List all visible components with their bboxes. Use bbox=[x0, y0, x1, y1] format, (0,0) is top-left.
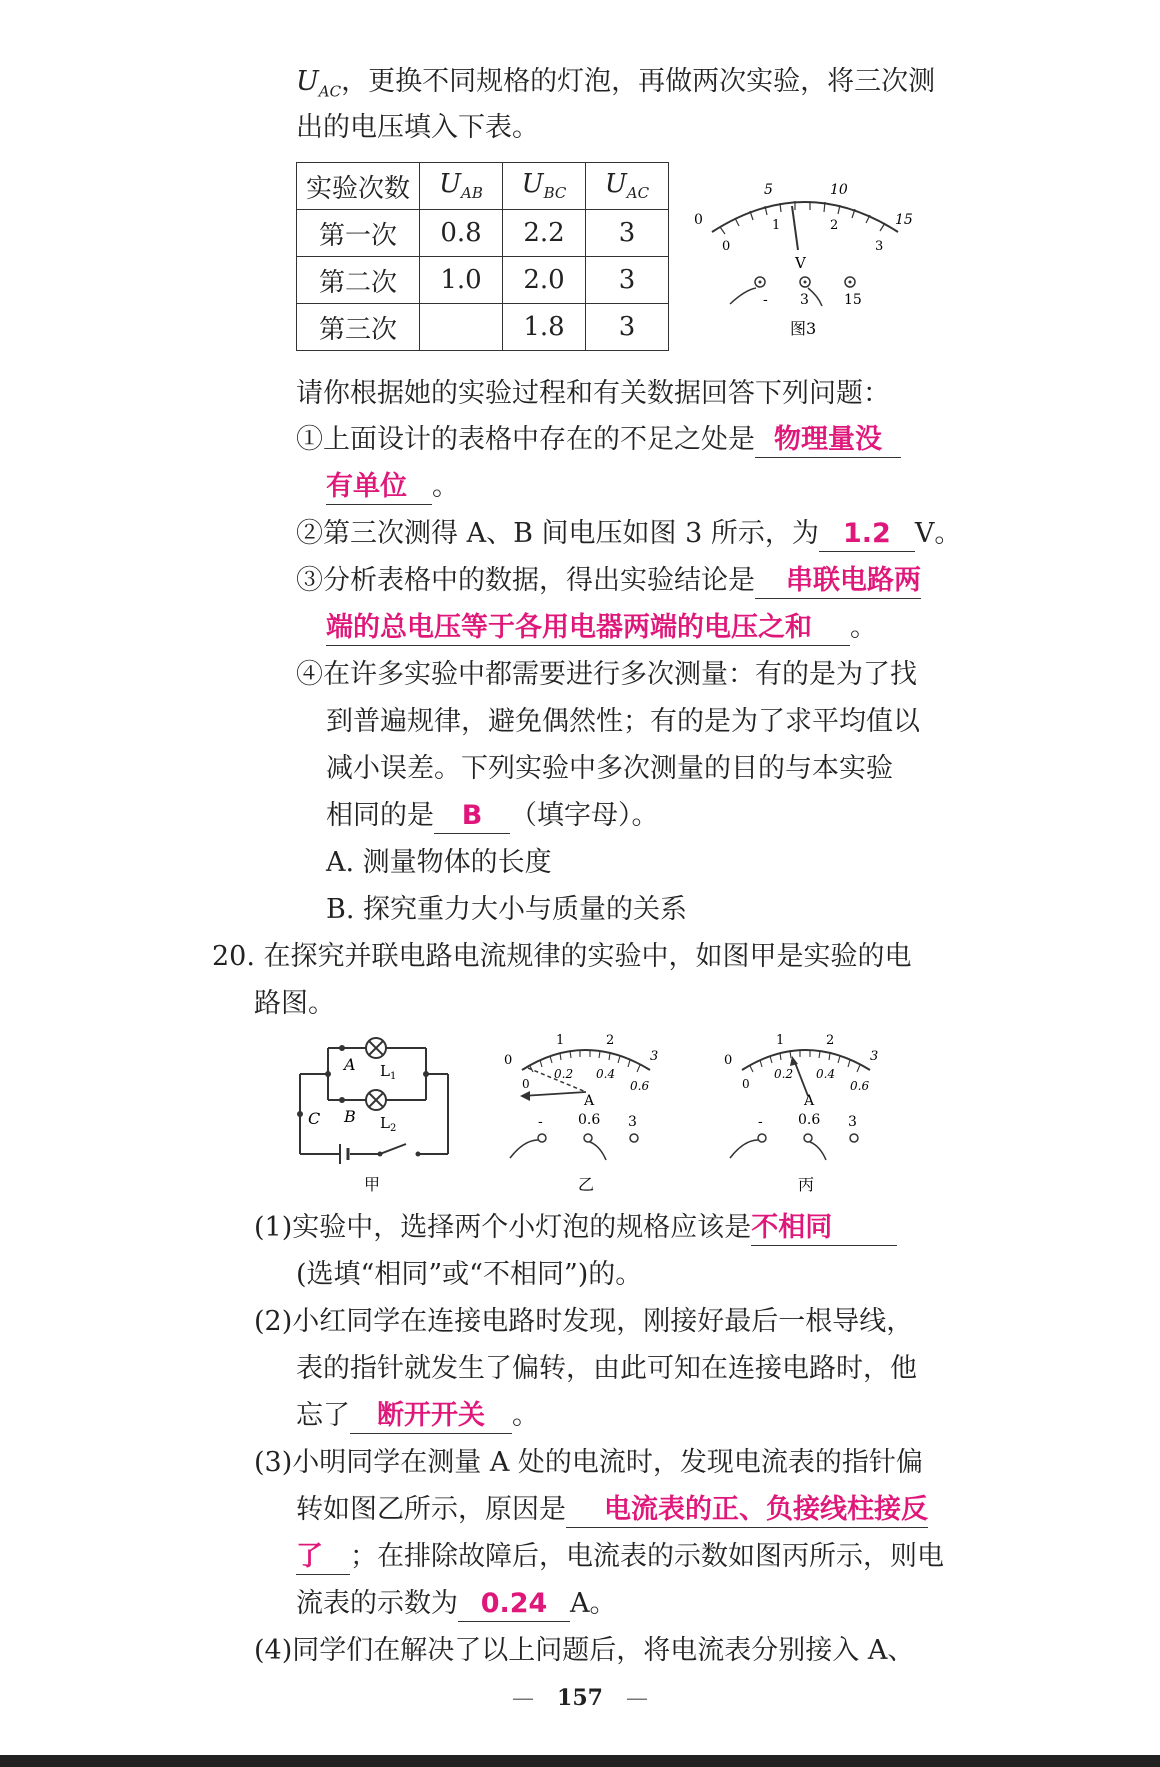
switch-dot bbox=[378, 1152, 383, 1157]
svg-text:0.2: 0.2 bbox=[554, 1067, 574, 1081]
v-top-10: 10 bbox=[830, 182, 848, 198]
label-c: C bbox=[308, 1109, 321, 1128]
q20-title-l2: 路图。 bbox=[254, 988, 335, 1019]
term-label-15: 15 bbox=[844, 292, 862, 308]
q20-part2-l1: (2)小红同学在连接电路时发现，刚接好最后一根导线， bbox=[254, 1306, 914, 1337]
caption-bing: 丙 bbox=[798, 1175, 815, 1194]
label-a: A bbox=[344, 1055, 356, 1074]
svg-text:0.6: 0.6 bbox=[850, 1079, 870, 1093]
q20-part3-l1: (3)小明同学在测量 A 处的电流时，发现电流表的指针偏 bbox=[254, 1447, 923, 1478]
svg-text:2: 2 bbox=[606, 1033, 615, 1048]
q20-part2-l2: 表的指针就发生了偏转，由此可知在连接电路时，他 bbox=[296, 1353, 917, 1384]
q19-part4-l2: 到普遍规律，避免偶然性；有的是为了求平均值以 bbox=[326, 706, 920, 737]
q20-part3-l4: 流表的示数为 0.24 A。 bbox=[296, 1584, 617, 1624]
v-bot-1: 1 bbox=[772, 218, 781, 233]
voltmeter-wire-right bbox=[808, 288, 822, 306]
voltage-table bbox=[296, 162, 669, 351]
v-top-5: 5 bbox=[764, 182, 773, 198]
table-cell: 0.8 bbox=[420, 210, 503, 257]
needle-deflected bbox=[522, 1092, 586, 1096]
term-label-3: 3 bbox=[800, 292, 809, 308]
svg-text:3: 3 bbox=[870, 1049, 879, 1064]
v-bot-0: 0 bbox=[722, 239, 731, 254]
q19-part4-l1: ④在许多实验中都需要进行多次测量：有的是为了找 bbox=[296, 659, 917, 690]
svg-text:1: 1 bbox=[556, 1033, 565, 1048]
svg-text:2: 2 bbox=[826, 1033, 835, 1048]
svg-text:1: 1 bbox=[776, 1033, 785, 1048]
svg-text:0.6: 0.6 bbox=[630, 1079, 650, 1093]
table-cell: 3 bbox=[586, 210, 669, 257]
answer-q19-1b: 有单位 bbox=[326, 470, 432, 505]
table-cell: 第二次 bbox=[297, 257, 420, 304]
table-cell bbox=[420, 304, 503, 351]
answer-q20-3c: 0.24 bbox=[458, 1587, 570, 1622]
q20-title-l1: 20. 在探究并联电路电流规律的实验中，如图甲是实验的电 bbox=[212, 941, 912, 972]
figure-3-caption: 图3 bbox=[790, 319, 817, 338]
table-cell: 3 bbox=[586, 257, 669, 304]
svg-text:-: - bbox=[538, 1114, 543, 1130]
svg-text:0: 0 bbox=[504, 1053, 513, 1068]
answer-q20-2: 断开开关 bbox=[350, 1399, 512, 1434]
svg-text:0.6: 0.6 bbox=[798, 1112, 821, 1128]
voltmeter-unit: V bbox=[795, 254, 806, 272]
svg-text:0: 0 bbox=[724, 1053, 733, 1068]
table-cell: 1.0 bbox=[420, 257, 503, 304]
header-uac: $U_{AC}$ bbox=[586, 163, 669, 210]
svg-text:-: - bbox=[758, 1114, 763, 1130]
caption-yi: 乙 bbox=[578, 1175, 595, 1194]
answer-q19-4: B bbox=[434, 799, 510, 834]
figure-jia-circuit bbox=[290, 1030, 460, 1200]
svg-text:0.2: 0.2 bbox=[774, 1067, 794, 1081]
q19-part1: ①上面设计的表格中存在的不足之处是 物理量没 bbox=[296, 420, 901, 460]
header-ubc: $U_{BC}$ bbox=[503, 163, 586, 210]
table-row bbox=[297, 210, 669, 257]
q20-part3-l2: 转如图乙所示，原因是 电流表的正、负接线柱接反 bbox=[296, 1490, 928, 1530]
svg-text:0: 0 bbox=[742, 1077, 750, 1091]
svg-text:3: 3 bbox=[650, 1049, 659, 1064]
table-cell: 3 bbox=[586, 304, 669, 351]
answer-q20-1: 不相同 bbox=[751, 1211, 897, 1246]
ammeter-arc bbox=[522, 1050, 650, 1070]
table-cell: 2.2 bbox=[503, 210, 586, 257]
table-cell: 2.0 bbox=[503, 257, 586, 304]
figure-3-voltmeter bbox=[690, 172, 920, 347]
svg-text:3: 3 bbox=[628, 1114, 637, 1130]
table-cell: 第三次 bbox=[297, 304, 420, 351]
v-top-15: 15 bbox=[895, 212, 913, 228]
answer-q20-3b: 了 bbox=[296, 1540, 350, 1575]
v-bot-3: 3 bbox=[875, 239, 884, 254]
svg-text:A: A bbox=[804, 1093, 815, 1109]
table-row bbox=[297, 257, 669, 304]
answer-q19-3a: 串联电路两 bbox=[755, 564, 921, 599]
table-header-row bbox=[297, 163, 669, 210]
intro-line-1 bbox=[296, 62, 935, 111]
label-l2: $L_2$ bbox=[380, 1114, 397, 1134]
svg-text:0.4: 0.4 bbox=[596, 1067, 616, 1081]
caption-jia: 甲 bbox=[364, 1175, 381, 1194]
q19-part1-cont: 有单位 。 bbox=[326, 467, 459, 507]
table-row bbox=[297, 304, 669, 351]
table-cell: 1.8 bbox=[503, 304, 586, 351]
q20-part4-l1: (4)同学们在解决了以上问题后，将电流表分别接入 A、 bbox=[254, 1635, 915, 1666]
battery-icon bbox=[340, 1144, 348, 1164]
voltmeter-arc bbox=[712, 202, 898, 232]
voltmeter-needle bbox=[792, 206, 798, 250]
answer-q19-2: 1.2 bbox=[819, 517, 915, 552]
voltmeter-ticks bbox=[720, 201, 885, 234]
figure-bing-ammeter bbox=[720, 1030, 890, 1200]
q20-part1: (1)实验中，选择两个小灯泡的规格应该是不相同 bbox=[254, 1208, 897, 1248]
q19-part4-l4: 相同的是 B （填字母）。 bbox=[326, 796, 659, 836]
answer-q20-3a: 电流表的正、负接线柱接反 bbox=[566, 1493, 928, 1528]
figure-yi-ammeter bbox=[500, 1030, 670, 1200]
intro-line-2: 出的电压填入下表。 bbox=[296, 112, 539, 143]
bottom-bar bbox=[0, 1755, 1160, 1767]
q20-part3-l3: 了 ；在排除故障后，电流表的示数如图丙所示，则电 bbox=[296, 1537, 944, 1577]
q20-part2-l3: 忘了 断开开关 。 bbox=[296, 1396, 539, 1436]
answer-q19-1a: 物理量没 bbox=[755, 423, 901, 458]
intro-text: ，更换不同规格的灯泡，再做两次实验，将三次测 bbox=[341, 66, 936, 97]
q19-part3-cont: 端的总电压等于各用电器两端的电压之和 。 bbox=[326, 608, 877, 648]
q19-part2: ②第三次测得 A、B 间电压如图 3 所示，为 1.2 V。 bbox=[296, 514, 961, 554]
v-top-0: 0 bbox=[694, 212, 703, 228]
symbol-u: U bbox=[296, 66, 319, 97]
needle-bing bbox=[794, 1060, 808, 1096]
lamp-l1-icon bbox=[366, 1038, 386, 1058]
option-b: B. 探究重力大小与质量的关系 bbox=[326, 894, 688, 925]
label-l1: $L_1$ bbox=[380, 1062, 397, 1082]
table-cell: 第一次 bbox=[297, 210, 420, 257]
lamp-l2-icon bbox=[366, 1090, 386, 1110]
q19-prompt: 请你根据她的实验过程和有关数据回答下列问题： bbox=[296, 378, 890, 409]
term-label-neg: - bbox=[763, 292, 768, 308]
label-b: B bbox=[344, 1107, 356, 1126]
page-number: — 157 — bbox=[512, 1685, 648, 1711]
svg-text:0: 0 bbox=[522, 1077, 530, 1091]
v-bot-2: 2 bbox=[830, 218, 839, 233]
svg-text:0.6: 0.6 bbox=[578, 1112, 601, 1128]
option-a: A. 测量物体的长度 bbox=[326, 847, 552, 878]
svg-text:3: 3 bbox=[848, 1114, 857, 1130]
header-uab: $U_{AB}$ bbox=[420, 163, 503, 210]
q19-part3: ③分析表格中的数据，得出实验结论是 串联电路两 bbox=[296, 561, 921, 601]
symbol-sub: AC bbox=[318, 82, 342, 101]
voltmeter-wire-left bbox=[730, 288, 756, 304]
answer-q19-3b: 端的总电压等于各用电器两端的电压之和 bbox=[326, 611, 850, 646]
q20-part1-l2: (选填“相同”或“不相同”)的。 bbox=[296, 1259, 643, 1290]
q19-part4-l3: 减小误差。下列实验中多次测量的目的与本实验 bbox=[326, 753, 893, 784]
svg-text:0.4: 0.4 bbox=[816, 1067, 836, 1081]
header-trials: 实验次数 bbox=[297, 163, 420, 210]
svg-text:A: A bbox=[584, 1093, 595, 1109]
